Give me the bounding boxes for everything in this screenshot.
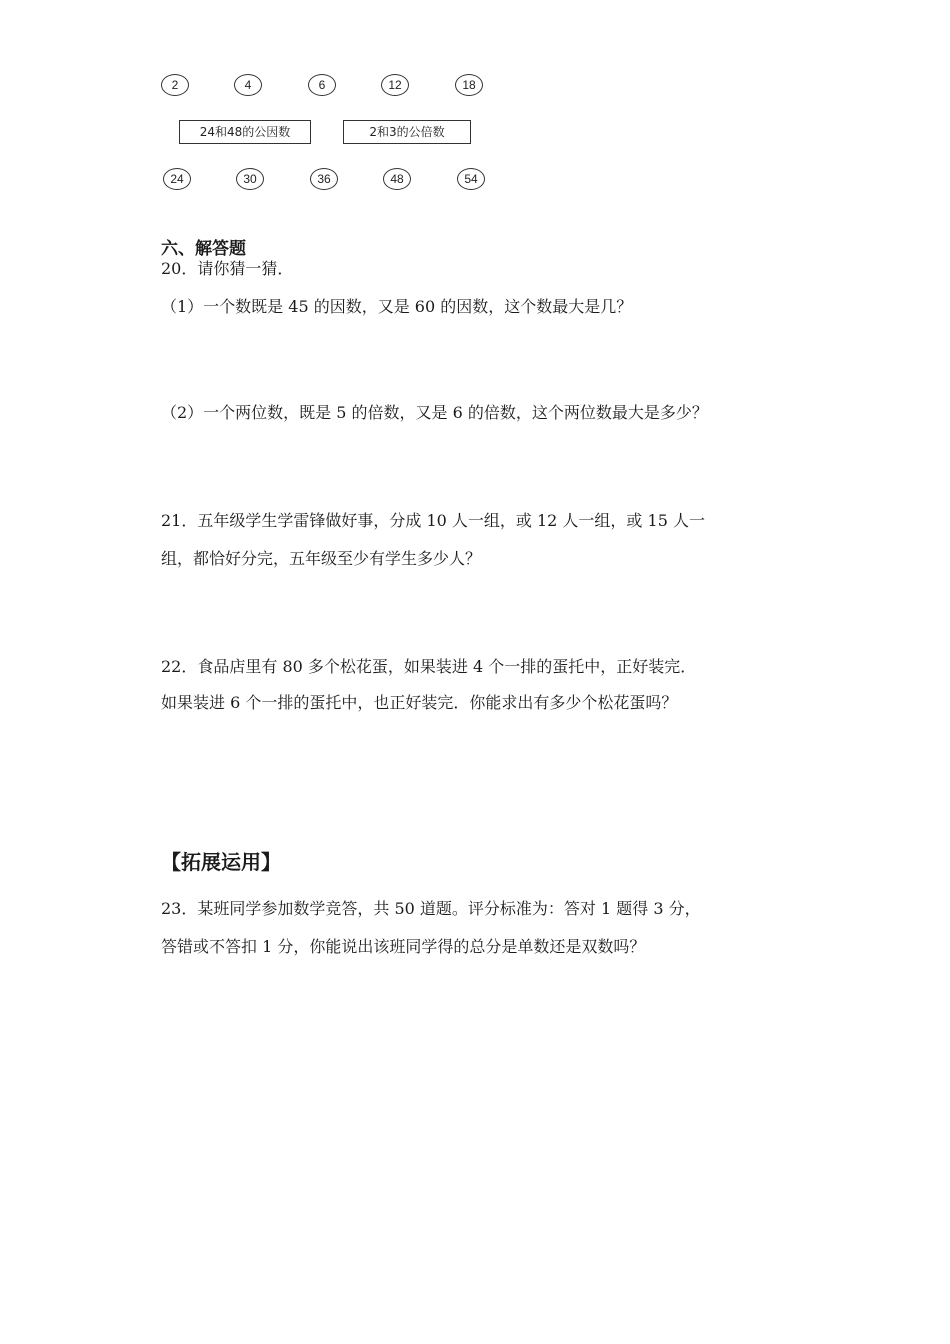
number-circle: 2 — [161, 74, 189, 96]
question-22-line-2: 如果装进 6 个一排的蛋托中，也正好装完．你能求出有多少个松花蛋吗？ — [161, 693, 678, 712]
number-circle: 6 — [308, 74, 336, 96]
number-circle: 12 — [381, 74, 409, 96]
number-circle: 48 — [383, 168, 411, 190]
common-factor-box: 24和48的公因数 — [179, 120, 311, 144]
question-20-title: 20．请你猜一猜． — [161, 259, 294, 278]
number-circle: 54 — [457, 168, 485, 190]
number-circle: 30 — [236, 168, 264, 190]
common-multiple-box: 2和3的公倍数 — [343, 120, 471, 144]
question-20-part-1: （1）一个数既是 45 的因数，又是 60 的因数，这个数最大是几？ — [161, 297, 633, 316]
number-circle: 36 — [310, 168, 338, 190]
question-23-line-2: 答错或不答扣 1 分，你能说出该班同学得的总分是单数还是双数吗？ — [161, 937, 646, 956]
section-heading: 六、解答题 — [161, 239, 246, 259]
question-21-line-1: 21．五年级学生学雷锋做好事，分成 10 人一组，或 12 人一组，或 15 人一 — [161, 511, 705, 530]
question-20-part-2: （2）一个两位数，既是 5 的倍数，又是 6 的倍数，这个两位数最大是多少？ — [161, 403, 708, 422]
question-23-line-1: 23．某班同学参加数学竞答，共 50 道题。评分标准为：答对 1 题得 3 分， — [161, 899, 701, 918]
extension-heading: 【拓展运用】 — [161, 850, 281, 874]
question-22-line-1: 22．食品店里有 80 多个松花蛋，如果装进 4 个一排的蛋托中，正好装完． — [161, 657, 697, 676]
number-circle: 24 — [163, 168, 191, 190]
question-21-line-2: 组，都恰好分完，五年级至少有学生多少人？ — [161, 549, 482, 568]
number-circle: 4 — [234, 74, 262, 96]
number-circle: 18 — [455, 74, 483, 96]
